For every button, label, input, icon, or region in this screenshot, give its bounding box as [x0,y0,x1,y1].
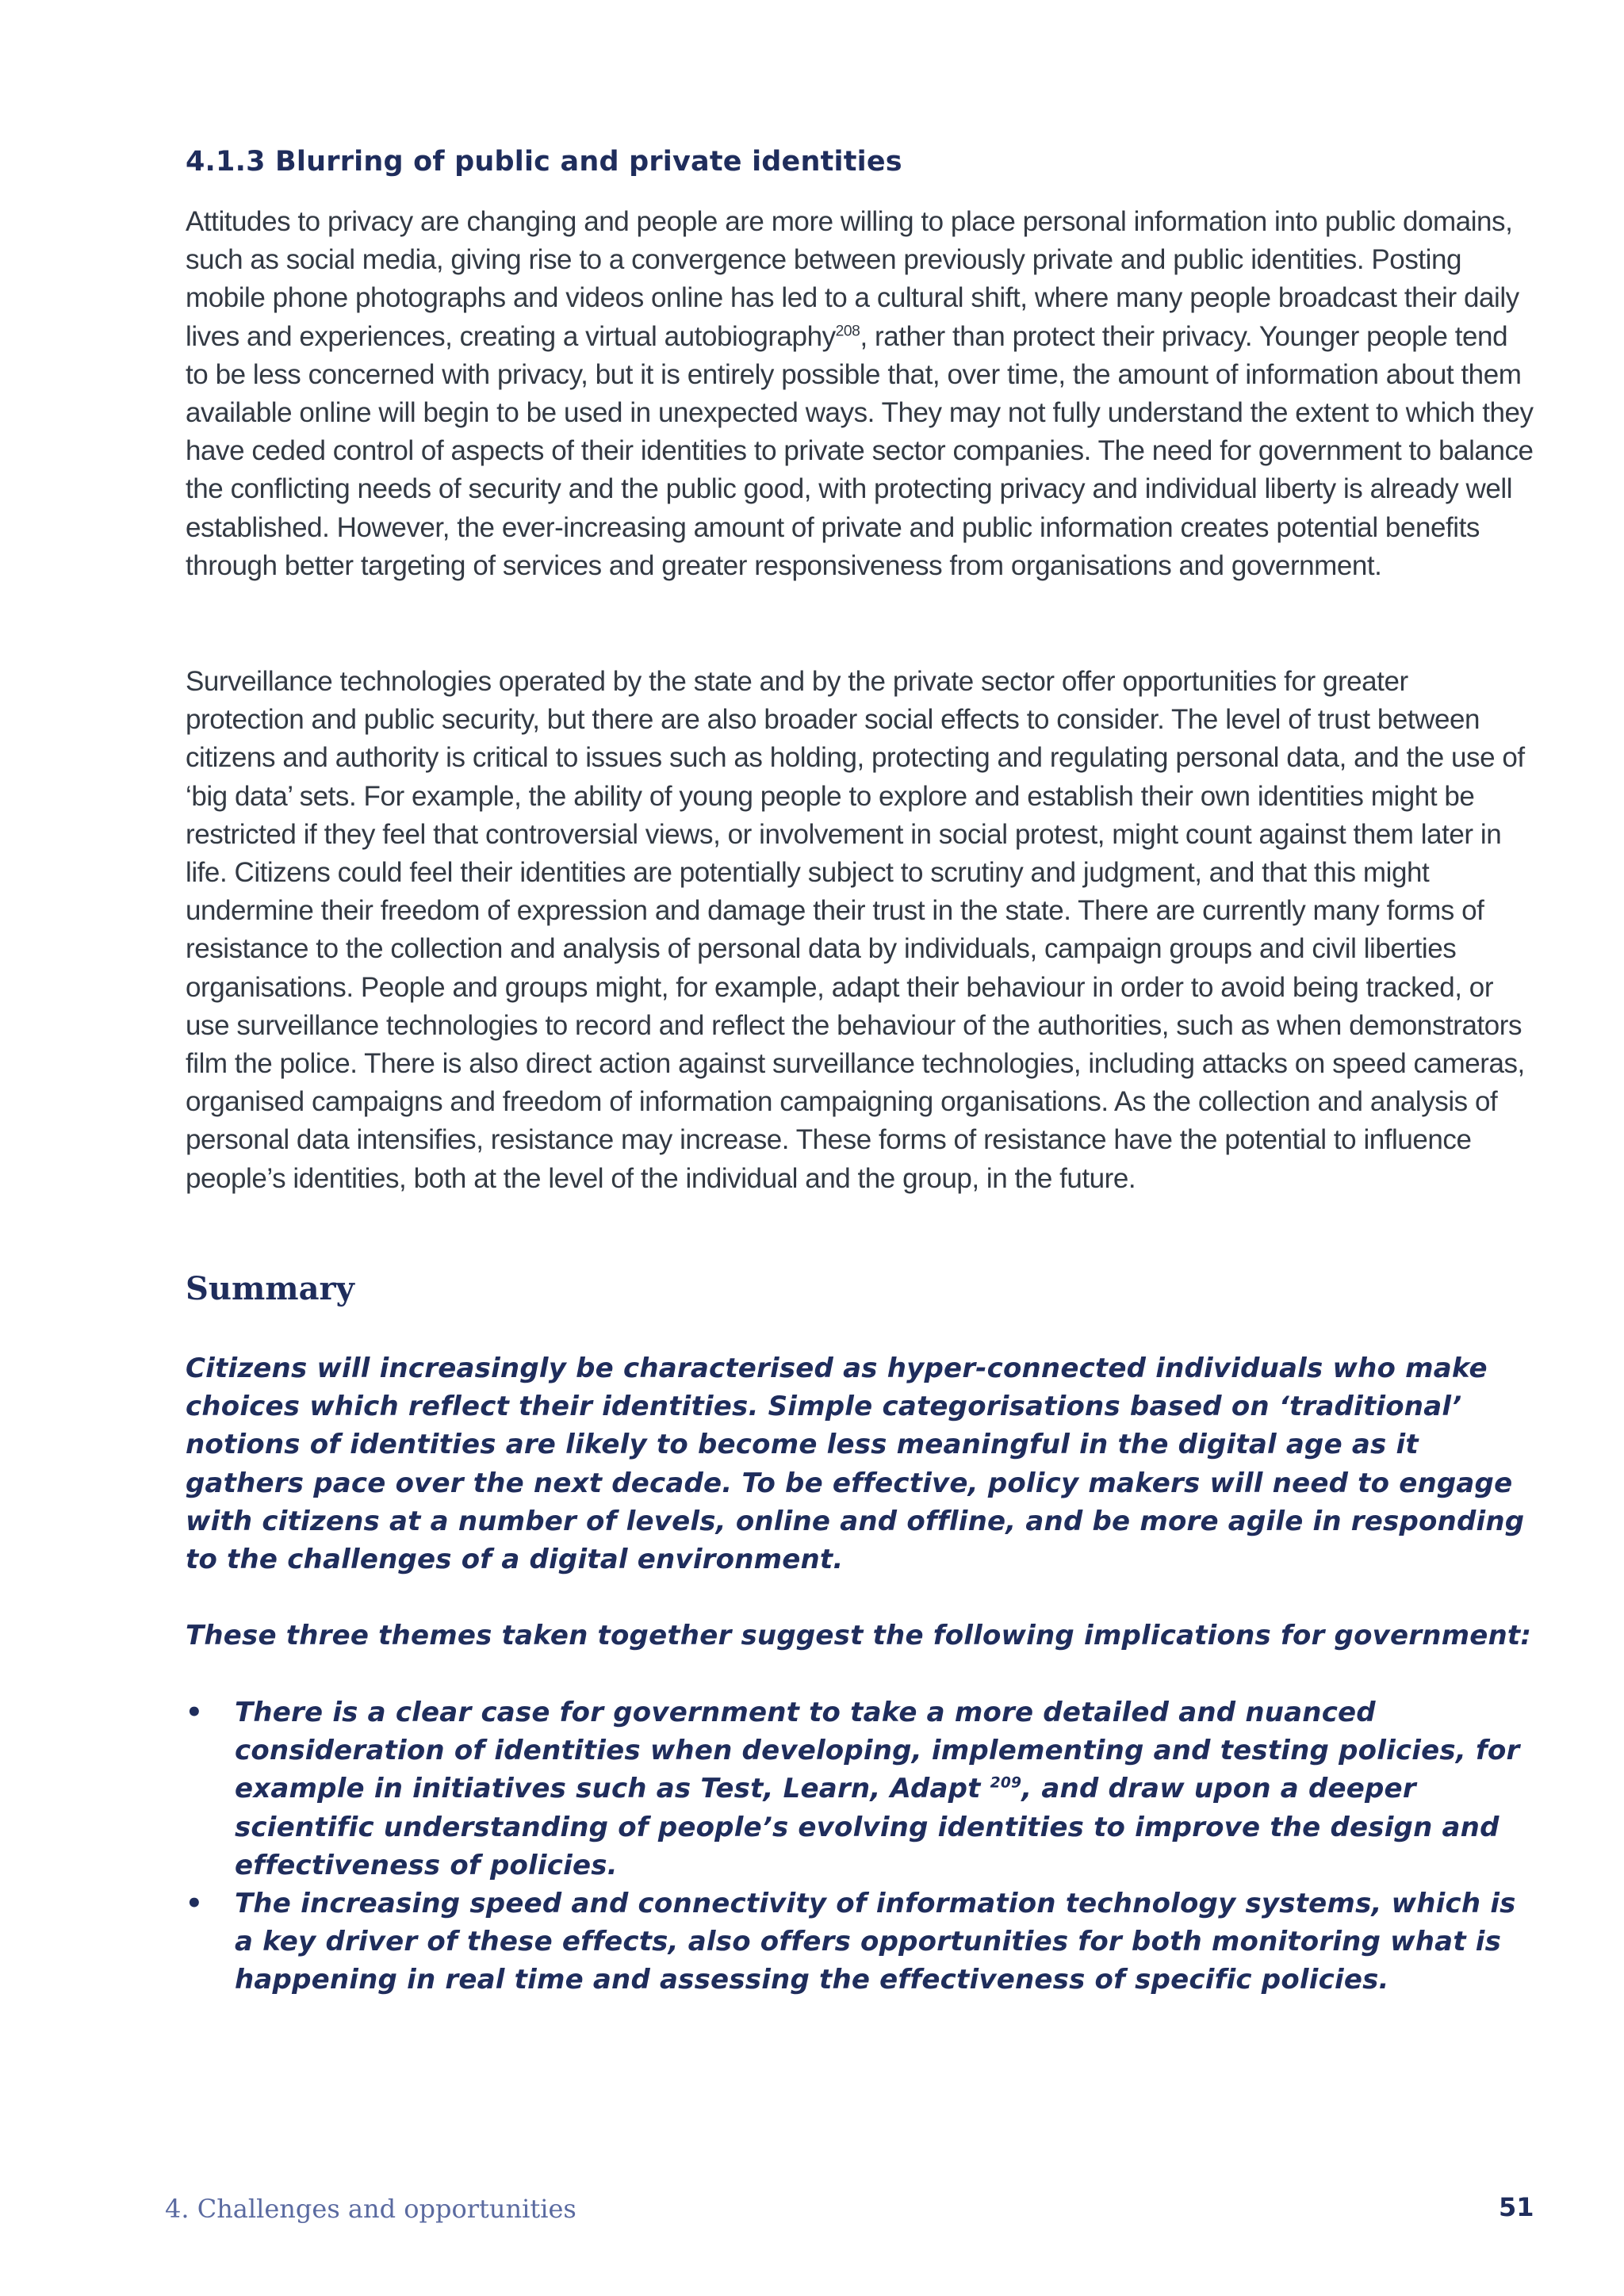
bullet-1-text-end: , and draw upon a deeper scientific understanding of people’s evolving identities to improve the design and effectiveness of policies. [235,1773,1500,1881]
bullet-point-icon: • [186,1697,203,1728]
summary-heading: Summary [186,1270,354,1307]
bullet-1-text [235,1693,1543,1885]
bullet-point-icon: • [186,1888,203,1919]
paragraph-1-text-start: Attitudes to privacy are changing and people are more willing to place personal information into public domains, such as social media, giving rise to a convergence between previously private and public identities. Posting mobile phone photographs and videos online has led to a cultural shift, where many people broadcast their daily lives and experiences, creating a virtual autobiography [186,206,1519,352]
summary-paragraph: Citizens will increasingly be characterised as hyper-connected individuals who make choices which reflect their identities. Simple categorisations based on ‘traditional’ notions of identities are likely to become less meaningful in the digital age as it gathers pace over the next decade. To be effective, policy makers will need to engage with citizens at a number of levels, online and offline, and be more agile in responding to the challenges of a digital environment. [186,1353,1525,1576]
footnote-ref-209[interactable]: 209 [990,1775,1022,1793]
body-paragraph-1 [186,203,1534,585]
footnote-ref-208[interactable]: 208 [835,322,860,339]
section-heading: 4.1.3 Blurring of public and private identities [186,146,902,178]
bullet-2-text: The increasing speed and connectivity of information technology systems, which is a key driver of these effects, also offers opportunities for both monitoring what is happening in real time and assessing the effectiveness of specific policies. [235,1888,1516,1996]
bullet-1-text-start: There is a clear case for government to take a more detailed and nuanced consideration of identities when developing, implementing and testing policies, for example in initiatives such as Test, Learn, Adapt [235,1697,1520,1805]
implications-intro: These three themes taken together suggest the following implications for government: [186,1620,1532,1651]
body-paragraph-2: Surveillance technologies operated by the state and by the private sector offer opportunities for greater protection and public security, but there are also broader social effects to consider. The level of trust between citizens and authority is critical to issues such as holding, protecting and regulating personal data, and the use of ‘big data’ sets. For example, the ability of young people to explore and establish their own identities might be restricted if they feel that controversial views, or involvement in social protest, might count against them later in life. Citizens could feel their identities are potentially subject to scrutiny and judgment, and that this might undermine their freedom of expression and damage their trust in the state. There are currently many forms of resistance to the collection and analysis of personal data by individuals, campaign groups and civil liberties organisations. People and groups might, for example, adapt their behaviour in order to avoid being tracked, or use surveillance technologies to record and reflect the behaviour of the authorities, such as when demonstrators film the police. There is also direct action against surveillance technologies, including attacks on speed cameras, organised campaigns and freedom of information campaigning organisations. As the collection and analysis of personal data intensifies, resistance may increase. These forms of resistance have the potential to influence people’s identities, both at the level of the individual and the group, in the future. [186,666,1525,1194]
footer-chapter-title: 4. Challenges and opportunities [165,2194,576,2224]
page-number: 51 [1499,2192,1534,2222]
paragraph-1-text-end: , rather than protect their privacy. Younger people tend to be less concerned with privacy, but it is entirely possible that, over time, the amount of information about them available online will begin to be used in unexpected ways. They may not fully understand the extent to which they have ceded control of aspects of their identities to private sector companies. The need for government to balance the conflicting needs of security and the public good, with protecting privacy and individual liberty is already well established. However, the ever-increasing amount of private and public information creates potential benefits through better targeting of services and greater responsiveness from organisations and government. [186,320,1534,581]
